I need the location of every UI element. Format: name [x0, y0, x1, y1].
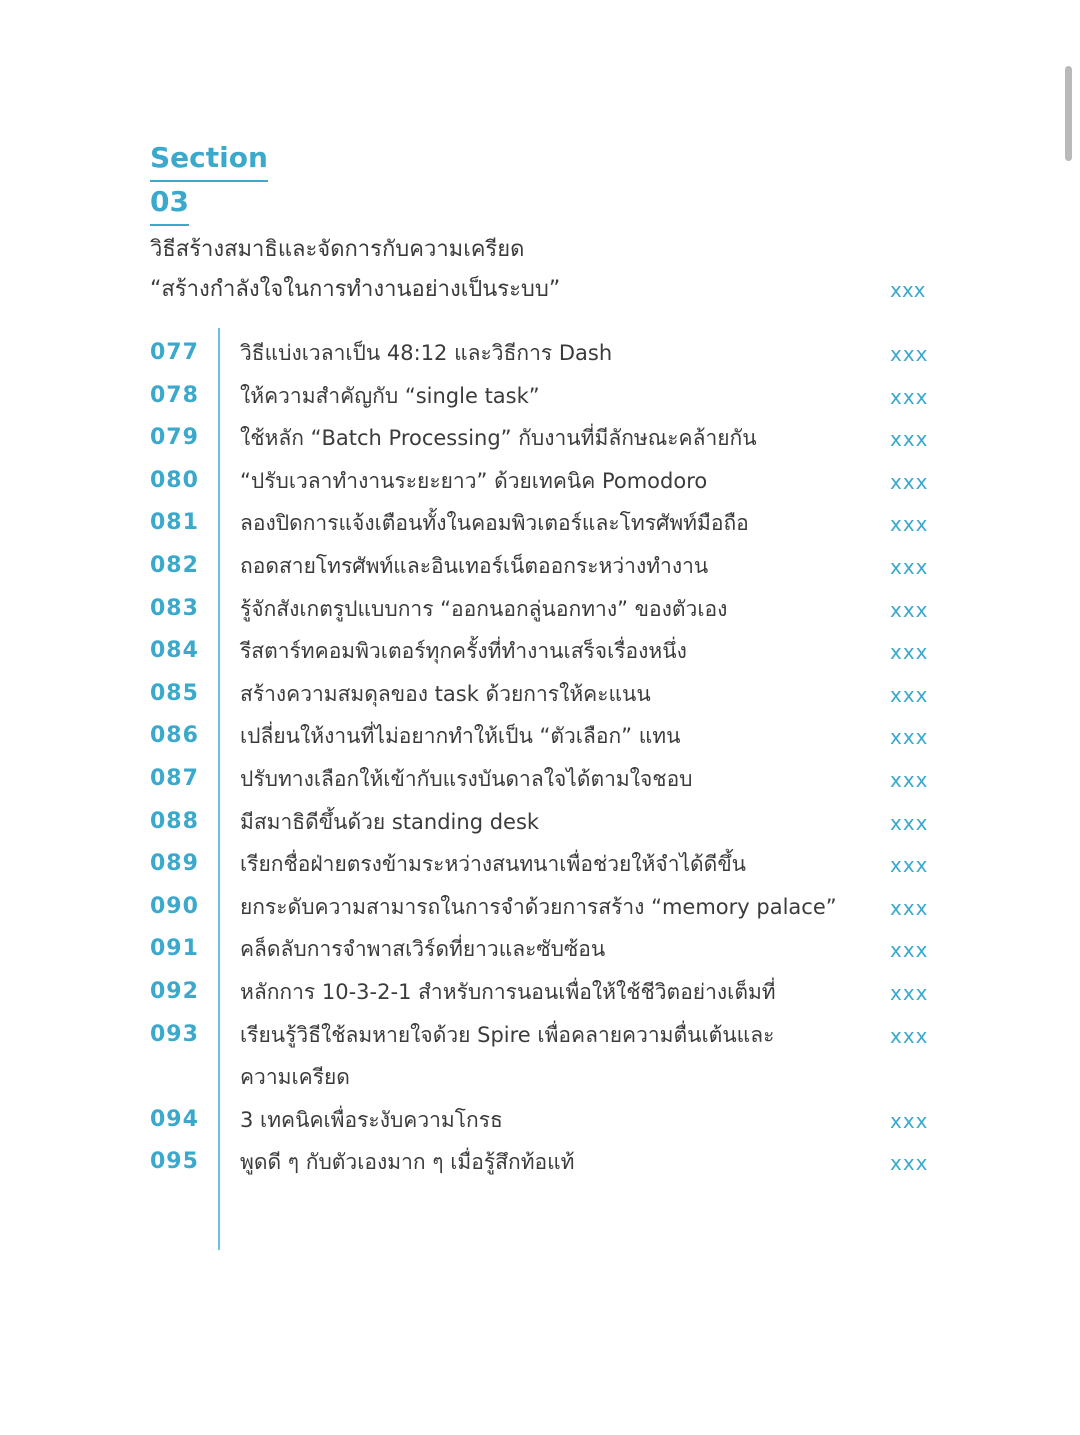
- toc-entry[interactable]: [150, 1099, 950, 1142]
- entry-page: xxx: [890, 810, 929, 835]
- entry-title: เรียนรู้วิธีใช้ลมหายใจด้วย Spire เพื่อคลายความตื่นเต้นและความเครียด: [240, 1022, 775, 1090]
- entry-number: 077: [150, 340, 199, 365]
- entry-number: 092: [150, 978, 199, 1004]
- entry-title: รู้จักสังเกตรูปแบบการ “ออกนอกลู่นอกทาง” ของตัวเอง: [240, 596, 728, 621]
- toc-entry[interactable]: [150, 1014, 950, 1099]
- entry-title: สร้างความสมดุลของ task ด้วยการให้คะแนน: [240, 681, 651, 706]
- toc-entry[interactable]: [150, 545, 950, 588]
- entry-page: xxx: [890, 640, 929, 665]
- toc-entry[interactable]: [150, 588, 950, 631]
- entry-number: 089: [150, 851, 199, 877]
- entry-page: xxx: [890, 853, 929, 878]
- toc-entry[interactable]: [150, 715, 950, 758]
- entry-title: ใช้หลัก “Batch Processing” กับงานที่มีลักษณะคล้ายกัน: [240, 426, 757, 451]
- entry-number: 086: [150, 723, 199, 749]
- toc-entry[interactable]: [150, 843, 950, 886]
- entry-title: ลองปิดการแจ้งเตือนทั้งในคอมพิวเตอร์และโทรศัพท์มือถือ: [240, 511, 749, 536]
- entry-page: xxx: [890, 554, 929, 579]
- entry-number: 087: [150, 765, 199, 791]
- entry-number: 083: [150, 595, 199, 621]
- entry-number: 085: [150, 680, 199, 706]
- entry-page: xxx: [890, 597, 929, 622]
- section-number: 03: [150, 182, 189, 226]
- entry-page: xxx: [890, 427, 929, 452]
- entry-page: xxx: [890, 895, 929, 920]
- entry-number: 088: [150, 808, 199, 834]
- entry-page: xxx: [890, 342, 929, 366]
- toc-entry[interactable]: [150, 332, 950, 375]
- entry-title: ปรับทางเลือกให้เข้ากับแรงบันดาลใจได้ตามใจชอบ: [240, 766, 693, 791]
- entry-page: xxx: [890, 1151, 929, 1176]
- toc-entry[interactable]: [150, 630, 950, 673]
- entry-page: xxx: [890, 469, 929, 494]
- entry-number: 080: [150, 467, 199, 493]
- entry-title: ถอดสายโทรศัพท์และอินเทอร์เน็ตออกระหว่างทำงาน: [240, 553, 709, 578]
- entry-title: วิธีแบ่งเวลาเป็น 48:12 และวิธีการ Dash: [240, 341, 613, 365]
- entry-page: xxx: [890, 1023, 929, 1048]
- entry-number: 091: [150, 936, 199, 962]
- entry-number: 094: [150, 1106, 199, 1132]
- toc-entry[interactable]: [150, 928, 950, 971]
- entry-title: 3 เทคนิคเพื่อระงับความโกรธ: [240, 1107, 503, 1132]
- entry-number: 093: [150, 1021, 199, 1047]
- section-subtitle-page: xxx: [890, 278, 926, 302]
- entry-number: 084: [150, 638, 199, 664]
- entry-page: xxx: [890, 938, 929, 963]
- entry-title: “ปรับเวลาทำงานระยะยาว” ด้วยเทคนิค Pomodoro: [240, 468, 708, 493]
- entry-title: ยกระดับความสามารถในการจำด้วยการสร้าง “memory palace”: [240, 894, 837, 919]
- toc-entry[interactable]: [150, 673, 950, 716]
- section-header: [150, 138, 268, 228]
- entry-page: xxx: [890, 725, 929, 750]
- toc-entry[interactable]: [150, 758, 950, 801]
- toc-list: [150, 332, 950, 1184]
- entry-page: xxx: [890, 767, 929, 792]
- entry-page: xxx: [890, 384, 929, 409]
- entry-title: มีสมาธิดีขึ้นด้วย standing desk: [240, 809, 540, 834]
- toc-entry[interactable]: [150, 1141, 950, 1184]
- toc-entry[interactable]: [150, 886, 950, 929]
- section-subtitle-line2: “สร้างกำลังใจในการทำงานอย่างเป็นระบบ”: [150, 277, 561, 302]
- entry-page: xxx: [890, 1108, 929, 1133]
- section-subtitle: [150, 230, 840, 310]
- scrollbar-thumb[interactable]: [1065, 66, 1072, 161]
- toc-entry[interactable]: [150, 801, 950, 844]
- toc-entry[interactable]: [150, 460, 950, 503]
- entry-number: 078: [150, 382, 199, 408]
- entry-title: เปลี่ยนให้งานที่ไม่อยากทำให้เป็น “ตัวเลือก” แทน: [240, 724, 681, 749]
- entry-title: หลักการ 10-3-2-1 สำหรับการนอนเพื่อให้ใช้ชีวิตอย่างเต็มที่: [240, 979, 776, 1004]
- toc-entry[interactable]: [150, 502, 950, 545]
- entry-page: xxx: [890, 512, 929, 537]
- entry-number: 090: [150, 893, 199, 919]
- toc-entry[interactable]: [150, 375, 950, 418]
- toc-entry[interactable]: [150, 971, 950, 1014]
- entry-number: 095: [150, 1149, 199, 1175]
- entry-title: คล็ดลับการจำพาสเวิร์ดที่ยาวและซับซ้อน: [240, 937, 606, 962]
- entry-title: เรียกชื่อฝ่ายตรงข้ามระหว่างสนทนาเพื่อช่วยให้จำได้ดีขึ้น: [240, 852, 747, 877]
- toc-entry[interactable]: [150, 417, 950, 460]
- entry-page: xxx: [890, 682, 929, 707]
- entry-title: ให้ความสำคัญกับ “single task”: [240, 383, 540, 408]
- entry-number: 079: [150, 425, 199, 451]
- section-label: Section: [150, 138, 268, 182]
- entry-number: 082: [150, 552, 199, 578]
- section-subtitle-line1: วิธีสร้างสมาธิและจัดการกับความเครียด: [150, 237, 525, 262]
- entry-number: 081: [150, 510, 199, 536]
- entry-title: พูดดี ๆ กับตัวเองมาก ๆ เมื่อรู้สึกท้อแท้: [240, 1150, 575, 1175]
- entry-page: xxx: [890, 980, 929, 1005]
- entry-title: รีสตาร์ทคอมพิวเตอร์ทุกครั้งที่ทำงานเสร็จเรื่องหนึ่ง: [240, 639, 687, 664]
